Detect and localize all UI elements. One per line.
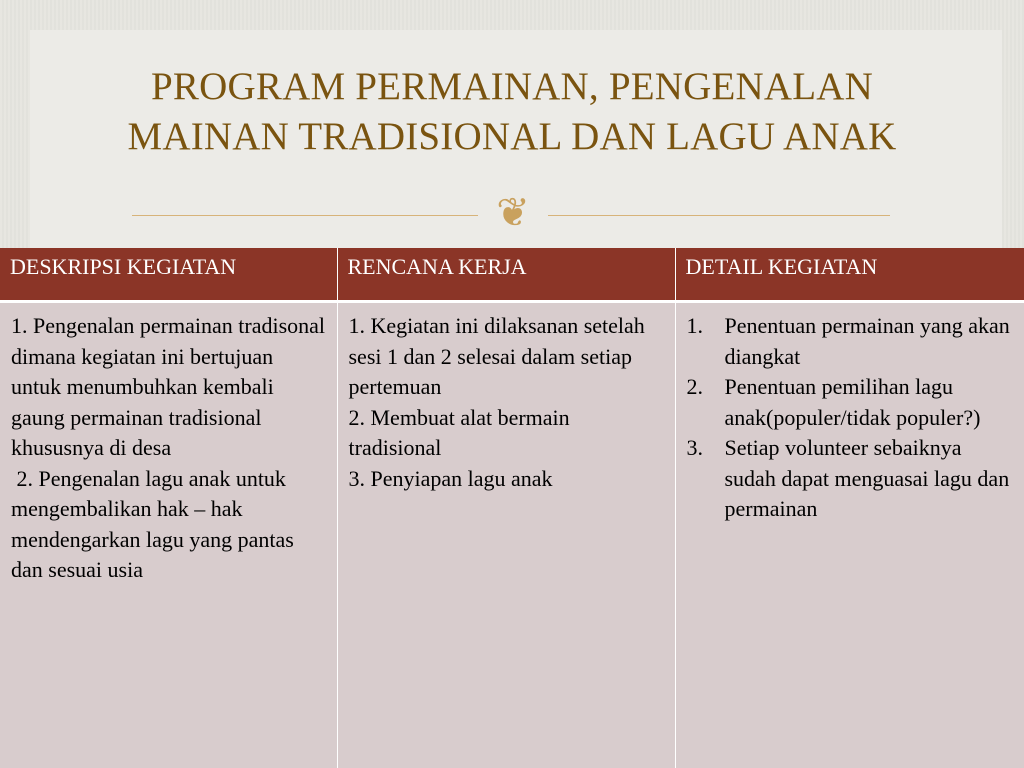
flourish-ornament-icon: ❦ xyxy=(478,190,548,236)
detail-item-text: Penentuan permainan yang akan diangkat xyxy=(724,313,1010,369)
deskripsi-item-1: 1. Pengenalan permainan tradisonal dimana kegiatan ini bertujuan untuk menumbuhkan kembali gaung permainan tradisional khususnya di desa xyxy=(11,313,326,460)
title-line-2: MAINAN TRADISIONAL DAN LAGU ANAK xyxy=(127,115,897,158)
cell-deskripsi xyxy=(0,302,337,768)
detail-item-number: 1. xyxy=(686,313,703,338)
rencana-item-2: 2. Membuat alat bermain tradisional xyxy=(348,404,570,460)
rencana-item-3: 3. Penyiapan lagu anak xyxy=(348,465,553,491)
detail-item-2 xyxy=(687,372,1017,433)
activity-table xyxy=(0,248,1024,768)
table-header-row xyxy=(0,248,1024,302)
title-line-1: PROGRAM PERMAINAN, PENGENALAN xyxy=(151,65,873,108)
rencana-item-1: 1. Kegiatan ini dilaksanan setelah sesi 1 dan 2 selesai dalam setiap pertemuan xyxy=(348,313,645,399)
header-rencana-kerja: RENCANA KERJA xyxy=(337,248,675,302)
detail-item-1 xyxy=(687,311,1017,372)
header-detail-kegiatan: DETAIL KEGIATAN xyxy=(675,248,1024,302)
cell-rencana xyxy=(337,302,675,768)
detail-item-number: 3. xyxy=(686,435,703,460)
slide-title xyxy=(0,62,1024,162)
detail-item-number: 2. xyxy=(686,374,703,399)
cell-detail xyxy=(675,302,1024,768)
header-deskripsi-kegiatan: DESKRIPSI KEGIATAN xyxy=(0,248,337,302)
table-row xyxy=(0,302,1024,768)
detail-item-3 xyxy=(687,433,1017,525)
deskripsi-item-2: 2. Pengenalan lagu anak untuk mengembalikan hak – hak mendengarkan lagu yang pantas dan sesuai usia xyxy=(11,465,300,582)
detail-item-text: Setiap volunteer sebaiknya sudah dapat menguasai lagu dan permainan xyxy=(724,435,1015,521)
detail-item-text: Penentuan pemilihan lagu anak(populer/tidak populer?) xyxy=(724,374,981,430)
detail-list xyxy=(687,311,1017,525)
